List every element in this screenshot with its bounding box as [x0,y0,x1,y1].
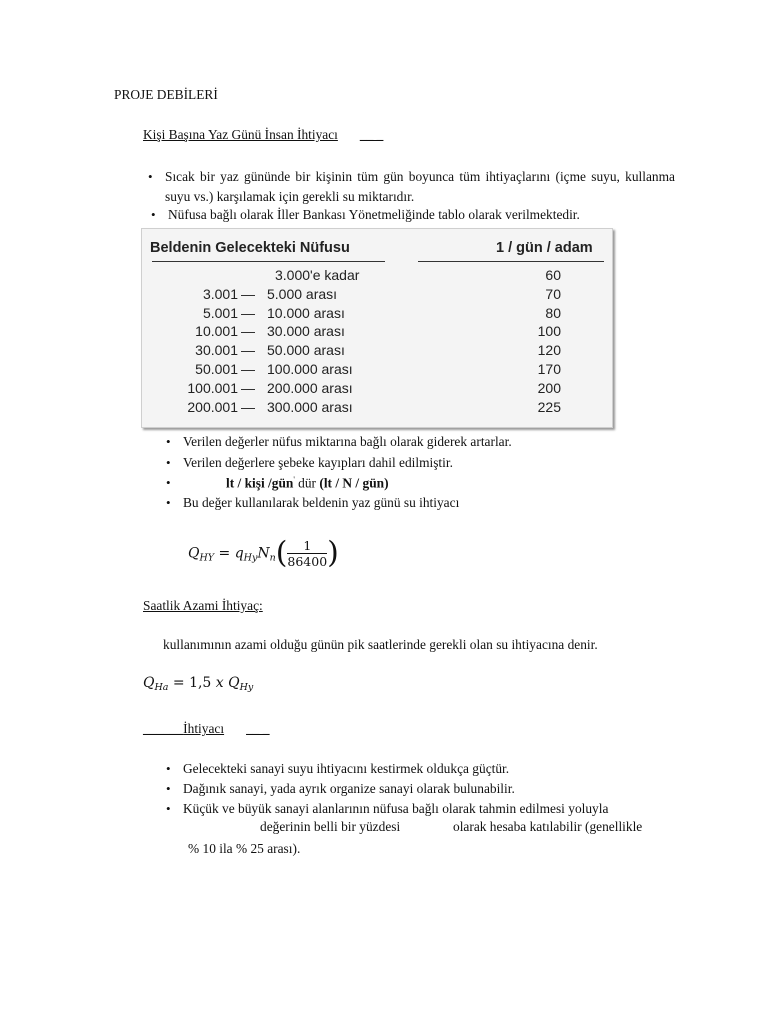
table-cell-from: 50.001 [195,361,238,377]
formula-equals: = [218,545,231,562]
table-header-unit: 1 / gün / adam [496,240,593,256]
formula-subscript: HY [199,552,215,564]
formula-subscript: Hy [239,682,254,693]
section-heading-hourly-max: Saatlik Azami İhtiyaç: [143,598,263,613]
bullet-item: • Dağınık sanayi, yada ayrık organize sanayi olarak bulunabilir. [183,781,515,797]
fraction-numerator: 1 [287,538,327,554]
section-heading-text: Kişi Başına Yaz Günü İnsan İhtiyacı [143,127,338,142]
formula-subscript: Hy [243,552,258,564]
formula-hourly-max [143,675,253,693]
table-cell-from: 3.001 [202,285,238,302]
formula-subscript: n [269,552,276,564]
formula-symbol: N [257,545,270,562]
table-cell-from: 100.001 [187,379,238,396]
bullet-item: • Gelecekteki sanayi suyu ihtiyacını kestirmek oldukça güçtür. [183,761,509,777]
table-row [142,267,612,285]
table-cell-to: 200.000 arası [267,379,353,396]
page-title: PROJE DEBİLERİ [114,87,218,102]
table-header-rule [418,261,604,262]
formula-subscript: Ha [154,682,169,693]
section-heading-lead: ______ [143,721,184,736]
section-text: kullanımının azami olduğu günün pik saatlerinde gerekli olan su ihtiyacına denir. [163,637,598,652]
bullet-item: • Verilen değerlere şebeke kayıpları dahil edilmiştir. [183,455,453,471]
table-cell-from: 5.001 [202,304,238,321]
table-cell-value: 70 [545,285,561,302]
bullet-line: • Küçük ve büyük sanayi alanlarının nüfusa bağlı olarak tahmin edilmesi yoluyla [183,801,609,816]
unit-text: dür [294,475,320,491]
bullet-item-unit [183,475,603,491]
table-cell-from: 30.001 [195,342,238,359]
table-cell-value: 60 [545,267,561,283]
section-heading-industry [143,721,270,737]
table-row [142,380,612,398]
section-heading-person-need [143,127,383,143]
bullet-item: • Sıcak bir yaz gününde bir kişinin tüm gün boyunca tüm ihtiyaçlarını (içme suyu, kullanma suyu vs.) karşılamak için gerekli su miktarıdır. [165,167,675,207]
bullet-fragment: değerinin belli bir yüzdesi [260,819,401,834]
table-cell-value: 170 [537,361,561,377]
table-row [142,342,612,360]
table-cell-dash: — [241,379,255,396]
unit-mark: ' [293,475,295,484]
formula-equals: = [172,675,185,691]
fraction-denominator: 86400 [287,554,328,569]
section-heading-tail: __ _ [359,127,384,142]
formula-times: x [215,675,224,691]
table-cell-dash: — [241,323,255,340]
table-row [142,399,612,417]
bullet-fragment: olarak hesaba katılabilir (genellikle [453,819,643,834]
table-cell-dash: — [241,342,255,359]
bullet-line: % 10 ila % 25 arası). [188,841,301,856]
table-cell-dash: — [241,285,255,302]
table-cell-to: 50.000 arası [267,342,345,359]
table-header-rule [152,261,385,262]
table-cell-dash: — [241,398,255,415]
table-cell-to: 30.000 arası [267,323,345,340]
table-cell-value: 200 [537,379,561,396]
formula-symbol: Q [188,545,200,562]
section-heading-tail: __ _ [246,721,270,736]
section-heading-text: İhtiyacı [183,721,225,736]
formula-paren: ) [327,535,339,571]
table-row [142,305,612,323]
bullet-line [183,819,675,841]
table-cell-value: 100 [537,323,561,340]
formula-symbol: Q [228,675,240,691]
table-cell-to: 300.000 arası [267,398,353,415]
table-header-population: Beldenin Gelecekteki Nüfusu [150,240,350,256]
bullet-item-industry-share [183,801,675,857]
formula-fraction [287,538,327,569]
formula-symbol: q [234,545,244,562]
table-cell-value: 225 [537,398,561,415]
unit-bold-alt: (lt / N / gün) [319,475,389,491]
bullet-item: • Bu değer kullanılarak beldenin yaz günü su ihtiyacı [183,495,459,511]
table-cell-to: 3.000'e kadar [275,267,360,283]
table-cell-value: 80 [545,304,561,321]
formula-paren: ( [275,535,288,571]
table-cell-dash: — [241,361,255,377]
bullet-item: • Verilen değerler nüfus miktarına bağlı olarak giderek artarlar. [183,434,512,450]
table-row [142,323,612,341]
formula-daily-demand [188,535,339,571]
formula-symbol: Q [143,675,155,691]
table-cell-to: 5.000 arası [267,285,338,302]
table-cell-to: 100.000 arası [267,361,353,377]
table-cell-value: 120 [537,342,561,359]
table-cell-dash: — [241,304,255,321]
table-cell-from: 200.001 [187,398,238,415]
unit-bold: lt / kişi /gün [226,475,294,491]
formula-factor: 1,5 [189,675,212,691]
bullet-item: • Nüfusa bağlı olarak İller Bankası Yönetmeliğinde tablo olarak verilmektedir. [168,207,678,223]
table-cell-from: 10.001 [195,323,238,340]
population-water-table [141,228,613,428]
table-row [142,361,612,379]
table-cell-to: 10.000 arası [267,304,345,321]
table-row [142,286,612,304]
